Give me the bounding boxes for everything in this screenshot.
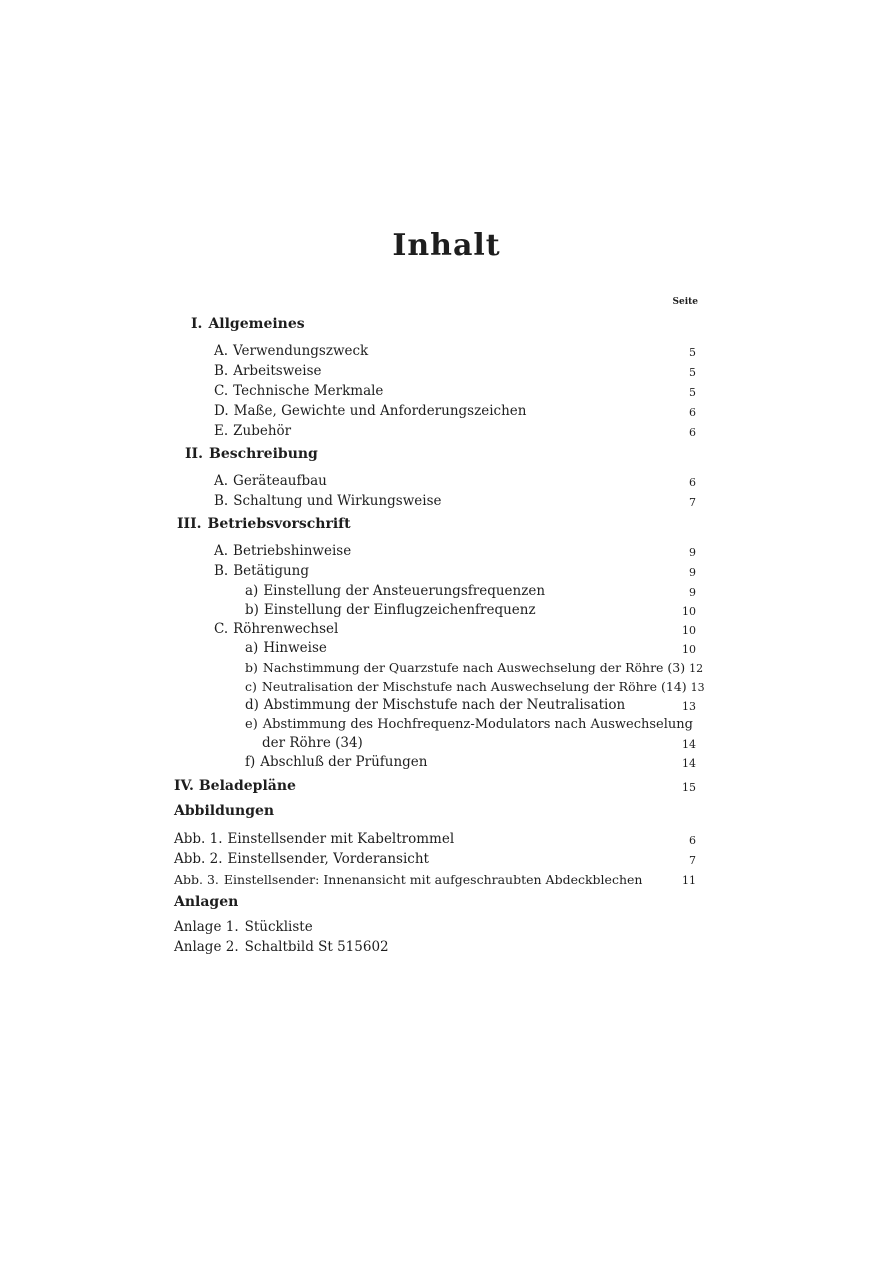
leader-dots — [544, 603, 676, 615]
toc-entry — [214, 379, 696, 399]
leader-dots — [534, 404, 676, 416]
entry-text: der Röhre (34) — [262, 735, 363, 751]
attachment-text: Stückliste — [244, 919, 313, 935]
figure-entry — [174, 867, 696, 887]
toc-subentry — [245, 693, 696, 713]
abbildungen-heading: Abbildungen — [174, 803, 275, 819]
entry-page: 9 — [689, 546, 696, 559]
section-title: Betriebsvorschrift — [207, 516, 351, 532]
entry-label: B. — [214, 493, 229, 509]
section-number: III. — [177, 516, 202, 532]
leader-dots — [437, 852, 676, 864]
attachment-label: Anlage 2. — [174, 939, 239, 955]
leader-dots — [335, 474, 676, 486]
entry-page: 10 — [682, 624, 696, 637]
entry-label: C. — [214, 383, 229, 399]
toc-subentry-continuation — [262, 731, 696, 751]
entry-page: 15 — [682, 781, 696, 794]
section-heading — [177, 512, 351, 532]
figure-label: Abb. 3. — [174, 872, 219, 887]
leader-dots — [462, 832, 676, 844]
entry-label: C. — [214, 621, 229, 637]
entry-text: Zubehör — [233, 423, 292, 439]
toc-subentry — [245, 598, 696, 618]
entry-page: 10 — [682, 643, 696, 656]
entry-text: Betriebshinweise — [233, 543, 352, 559]
entry-label: b) — [245, 660, 258, 675]
entry-page: 9 — [689, 586, 696, 599]
entry-page: 6 — [689, 476, 696, 489]
entry-text: Verwendungszweck — [233, 343, 369, 359]
entry-label: c) — [245, 679, 257, 694]
entry-page: 12 — [689, 662, 704, 675]
toc-entry — [214, 539, 696, 559]
toc-entry — [214, 339, 696, 359]
attachment-text: Schaltbild St 515602 — [244, 939, 389, 955]
figure-label: Abb. 1. — [174, 831, 223, 847]
entry-page: 6 — [689, 406, 696, 419]
figure-text: Einstellsender, Vorderansicht — [227, 851, 429, 867]
entry-label: a) — [245, 583, 259, 599]
entry-label: b) — [245, 602, 259, 618]
entry-page: 6 — [689, 426, 696, 439]
page-title: Inhalt — [392, 228, 501, 263]
entry-text: Nachstimmung der Quarzstufe nach Auswechselung der Röhre (3) — [262, 660, 686, 675]
entry-label: D. — [214, 403, 229, 419]
leader-dots — [299, 424, 676, 436]
toc-subentry — [245, 655, 704, 675]
leader-dots — [371, 736, 676, 748]
entry-label: B. — [214, 363, 229, 379]
toc-entry — [214, 469, 696, 489]
entry-text: Technische Merkmale — [233, 383, 384, 399]
entry-label: e) — [245, 717, 258, 732]
figure-entry — [174, 847, 696, 867]
entry-text: Abstimmung des Hochfrequenz-Modulators nach Auswechselung — [262, 717, 693, 732]
figure-text: Einstellsender: Innenansicht mit aufgeschraubten Abdeckblechen — [223, 872, 643, 887]
leader-dots — [376, 344, 676, 356]
entry-text: Geräteaufbau — [233, 473, 327, 489]
section-title: Beladepläne — [198, 778, 296, 794]
leader-dots — [304, 779, 676, 791]
entry-page: 13 — [682, 700, 696, 713]
leader-dots — [650, 872, 676, 884]
section-number: I. — [191, 316, 203, 332]
figure-page: 7 — [689, 854, 696, 867]
attachment-entry — [174, 915, 313, 935]
toc-entry — [214, 489, 696, 509]
toc-subentry — [245, 674, 705, 694]
toc-entry — [214, 399, 696, 419]
section-heading-belade — [174, 774, 696, 794]
anlagen-heading: Anlagen — [174, 894, 239, 910]
toc-entry — [214, 359, 696, 379]
toc-subentry — [245, 636, 696, 656]
entry-page: 10 — [682, 605, 696, 618]
entry-page: 9 — [689, 566, 696, 579]
leader-dots — [317, 564, 676, 576]
entry-page: 5 — [689, 386, 696, 399]
entry-page: 14 — [682, 757, 696, 770]
entry-text: Einstellung der Ansteuerungsfrequenzen — [263, 583, 546, 599]
entry-text: Schaltung und Wirkungsweise — [233, 493, 442, 509]
page-column-header: Seite — [672, 297, 698, 307]
toc-subentry — [245, 750, 696, 770]
entry-label: a) — [245, 640, 259, 656]
section-title: Allgemeines — [208, 316, 305, 332]
toc-entry — [214, 617, 696, 637]
figure-page: 6 — [689, 834, 696, 847]
leader-dots — [553, 584, 676, 596]
leader-dots — [450, 494, 677, 506]
section-number: IV. — [174, 778, 194, 794]
entry-page: 7 — [689, 496, 696, 509]
attachment-entry — [174, 935, 389, 955]
entry-label: f) — [245, 754, 256, 770]
entry-label: d) — [245, 697, 259, 713]
figure-label: Abb. 2. — [174, 851, 223, 867]
entry-text: Einstellung der Einflugzeichenfrequenz — [263, 602, 536, 618]
entry-label: B. — [214, 563, 229, 579]
attachment-label: Anlage 1. — [174, 919, 239, 935]
entry-page: 13 — [690, 681, 705, 694]
leader-dots — [633, 698, 676, 710]
toc-subentry — [245, 579, 696, 599]
entry-text: Arbeitsweise — [233, 363, 322, 379]
section-number: II. — [185, 446, 203, 462]
toc-entry — [214, 559, 696, 579]
entry-text: Betätigung — [233, 563, 310, 579]
section-title: Beschreibung — [208, 446, 318, 462]
entry-label: A. — [214, 543, 229, 559]
entry-text: Röhrenwechsel — [233, 621, 339, 637]
entry-text: Hinweise — [263, 640, 327, 656]
entry-label: A. — [214, 473, 229, 489]
toc-entry — [214, 419, 696, 439]
section-heading — [191, 312, 305, 332]
leader-dots — [346, 622, 676, 634]
section-heading — [185, 442, 318, 462]
entry-text: Neutralisation der Mischstufe nach Auswechselung der Röhre (14) — [261, 679, 687, 694]
figure-text: Einstellsender mit Kabeltrommel — [227, 831, 455, 847]
entry-label: E. — [214, 423, 229, 439]
entry-text: Abschluß der Prüfungen — [260, 754, 428, 770]
figure-entry — [174, 827, 696, 847]
leader-dots — [335, 641, 676, 653]
figure-page: 11 — [682, 874, 696, 887]
entry-page: 14 — [682, 738, 696, 751]
entry-page: 5 — [689, 346, 696, 359]
entry-text: Maße, Gewichte und Anforderungszeichen — [233, 403, 527, 419]
leader-dots — [359, 544, 676, 556]
entry-page: 5 — [689, 366, 696, 379]
leader-dots — [330, 364, 676, 376]
leader-dots — [391, 384, 676, 396]
leader-dots — [435, 755, 676, 767]
entry-label: A. — [214, 343, 229, 359]
entry-text: Abstimmung der Mischstufe nach der Neutralisation — [263, 697, 626, 713]
toc-subentry — [245, 712, 696, 732]
